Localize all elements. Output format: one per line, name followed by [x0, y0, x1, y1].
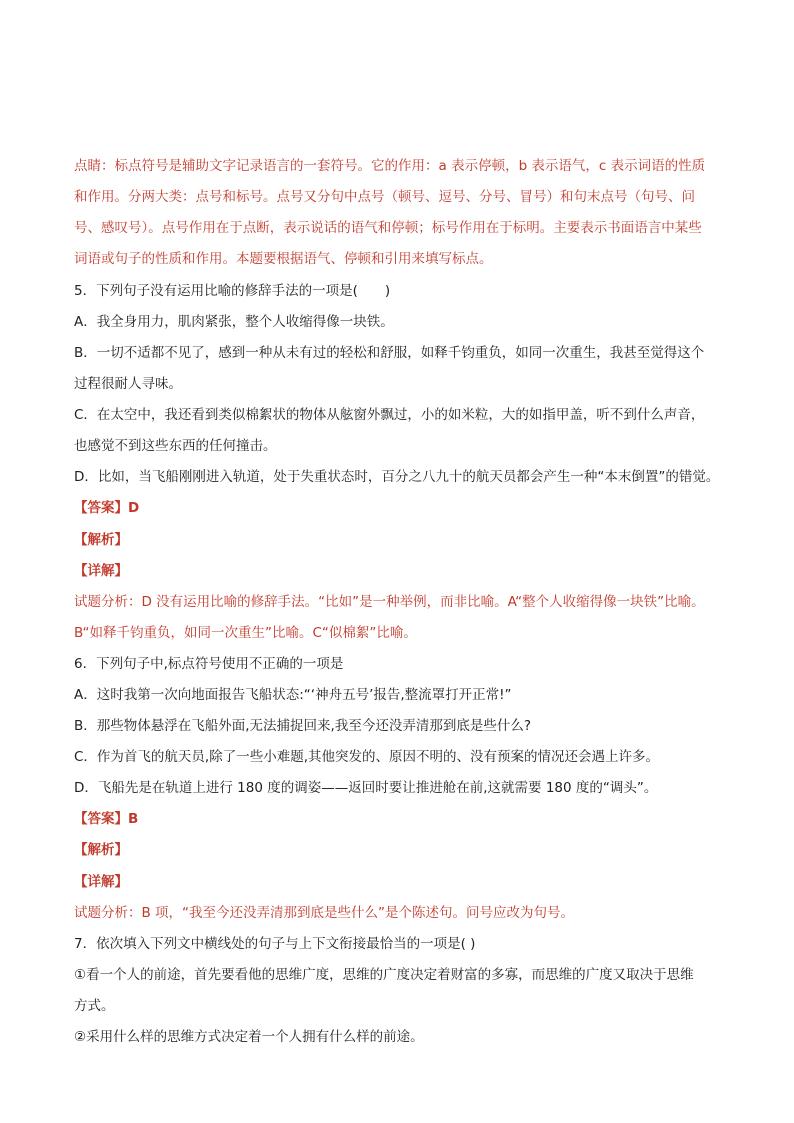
q6-analysis-label: 【解析】 [74, 842, 128, 858]
q4-note-line-4: 词语或句子的性质和作用。本题要根据语气、停顿和引用来填写标点。 [74, 251, 493, 267]
q6-answer: 【答案】B [74, 811, 139, 827]
q5-stem: 5．下列句子没有运用比喻的修辞手法的一项是( ) [74, 283, 391, 299]
q5-option-c-line-1: C．在太空中，我还看到类似棉絮状的物体从舷窗外飘过，小的如米粒，大的如指甲盖，听不到什么声音， [74, 407, 705, 423]
q5-detail-label: 【详解】 [74, 563, 128, 579]
q6-option-a: A．这时我第一次向地面报告飞船状态:“‘神舟五号’报告,整流罩打开正常!” [74, 687, 512, 703]
q5-answer: 【答案】D [74, 500, 140, 516]
q5-option-c-line-2: 也感觉不到这些东西的任何撞击。 [74, 438, 277, 454]
q4-note-line-1: 点睛：标点符号是辅助文字记录语言的一套符号。它的作用：a 表示停顿，b 表示语气，c 表示词语的性质 [74, 158, 706, 174]
q7-item-1-line-2: 方式。 [74, 998, 115, 1014]
q4-note-line-2: 和作用。分两大类：点号和标号。点号又分句中点号（顿号、逗号、分号、冒号）和句末点号（句号、问 [74, 189, 695, 205]
q5-option-b-line-2: 过程很耐人寻味。 [74, 376, 182, 392]
q6-analysis-line-1: 试题分析：B 项，“我至今还没弄清那到底是些什么”是个陈述句。问号应改为句号。 [74, 905, 575, 921]
q6-option-d: D．飞船先是在轨道上进行 180 度的调姿——返回时要让推进舱在前,这就需要 180 度的“调头”。 [74, 780, 658, 796]
q5-analysis-label: 【解析】 [74, 532, 128, 548]
q4-note-line-3: 号、感叹号）。点号作用在于点断，表示说话的语气和停顿；标号作用在于标明。主要表示书面语言中某些 [74, 220, 702, 236]
q5-analysis-line-1: 试题分析：D 没有运用比喻的修辞手法。“比如”是一种举例，而非比喻。A“整个人收缩得像一块铁”比喻。 [74, 594, 705, 610]
q6-option-b: B．那些物体悬浮在飞船外面,无法捕捉回来,我至今还没弄清那到底是些什么? [74, 718, 532, 734]
q5-analysis-line-2: B“如释千钧重负，如同一次重生”比喻。C“似棉絮”比喻。 [74, 625, 417, 641]
q5-option-d: D．比如，当飞船刚刚进入轨道，处于失重状态时，百分之八九十的航天员都会产生一种“本末倒置”的错觉。 [74, 469, 720, 485]
q7-item-1-line-1: ①看一个人的前途，首先要看他的思维广度，思维的广度决定着财富的多寡，而思维的广度又取决于思维 [74, 967, 694, 983]
q7-stem: 7．依次填入下列文中横线处的句子与上下文衔接最恰当的一项是( ) [74, 936, 476, 952]
q5-option-a: A．我全身用力，肌肉紧张，整个人收缩得像一块铁。 [74, 314, 394, 330]
q7-item-2: ②采用什么样的思维方式决定着一个人拥有什么样的前途。 [74, 1029, 424, 1045]
q6-detail-label: 【详解】 [74, 874, 128, 890]
q5-option-b-line-1: B．一切不适都不见了，感到一种从未有过的轻松和舒服，如释千钧重负，如同一次重生，我甚至觉得这个 [74, 345, 705, 361]
q6-option-c: C．作为首飞的航天员,除了一些小难题,其他突发的、原因不明的、没有预案的情况还会遇上许多。 [74, 749, 660, 765]
q6-stem: 6．下列句子中,标点符号使用不正确的一项是 [74, 656, 344, 672]
